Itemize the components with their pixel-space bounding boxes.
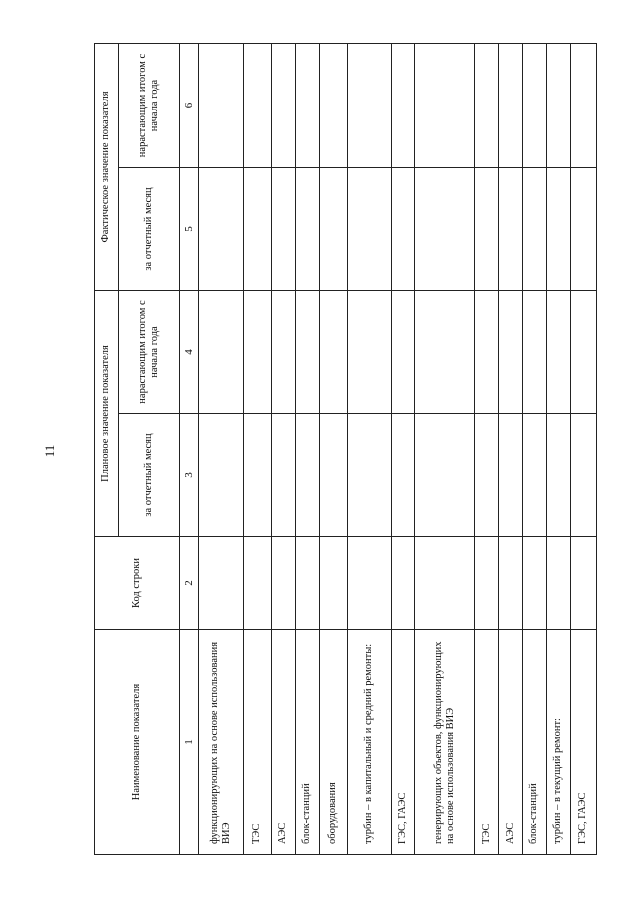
empty-cell [415,414,475,537]
header-name: Наименование показателя [95,630,180,855]
empty-cell [415,537,475,630]
empty-cell [546,167,570,290]
header-plan-ytd: нарастающим итогом с начала года [118,290,179,413]
table-row [295,43,319,854]
empty-cell [199,167,244,290]
empty-cell [199,43,244,167]
empty-cell [499,290,523,413]
table-row [348,43,391,854]
header-fact-month: за отчетный месяц [118,167,179,290]
table-row [319,43,347,854]
empty-cell [475,414,499,537]
empty-cell [475,537,499,630]
empty-cell [319,414,347,537]
empty-cell [348,167,391,290]
empty-cell [319,43,347,167]
col-number: 6 [179,43,199,167]
empty-cell [391,167,415,290]
empty-cell [391,414,415,537]
empty-cell [348,414,391,537]
row-name: АЭС [499,630,523,855]
row-name: турбин – в текущий ремонт: [546,630,570,855]
header-plan-group: Плановое значение показателя [95,290,119,536]
empty-cell [319,167,347,290]
empty-cell [243,290,271,413]
empty-cell [295,43,319,167]
empty-cell [475,290,499,413]
empty-cell [522,537,546,630]
row-name: турбин – в капитальный и средний ремонты: [348,630,391,855]
table-row [243,43,271,854]
header-fact-group: Фактическое значение показателя [95,43,119,290]
empty-cell [570,414,596,537]
empty-cell [243,537,271,630]
row-name: функционирующих на основе использования ВИЭ [199,630,244,855]
table-row [415,43,475,854]
row-name: АЭС [272,630,296,855]
empty-cell [415,43,475,167]
empty-cell [546,414,570,537]
empty-cell [546,43,570,167]
empty-cell [243,167,271,290]
col-number: 1 [179,630,199,855]
row-name: блок-станций [522,630,546,855]
empty-cell [499,167,523,290]
empty-cell [243,414,271,537]
empty-cell [415,290,475,413]
empty-cell [295,167,319,290]
table-row [522,43,546,854]
empty-cell [522,43,546,167]
empty-cell [546,537,570,630]
empty-cell [272,537,296,630]
empty-cell [570,43,596,167]
empty-cell [199,414,244,537]
empty-cell [272,43,296,167]
page-number: 11 [42,444,57,458]
table-row [272,43,296,854]
empty-cell [522,167,546,290]
table-row [570,43,596,854]
empty-cell [319,537,347,630]
col-number: 3 [179,414,199,537]
empty-cell [415,167,475,290]
empty-cell [272,167,296,290]
empty-cell [199,537,244,630]
row-name: ТЭС [243,630,271,855]
header-fact-ytd: нарастающим итогом с начала года [118,43,179,167]
empty-cell [272,290,296,413]
table-row [546,43,570,854]
empty-cell [499,414,523,537]
table-row [475,43,499,854]
header-plan-month: за отчетный месяц [118,414,179,537]
row-name: ГЭС, ГАЭС [570,630,596,855]
empty-cell [348,537,391,630]
empty-cell [475,167,499,290]
empty-cell [475,43,499,167]
empty-cell [522,290,546,413]
table-row [391,43,415,854]
header-code: Код строки [95,537,180,630]
empty-cell [391,290,415,413]
indicators-table [94,43,597,855]
empty-cell [295,537,319,630]
empty-cell [499,537,523,630]
empty-cell [546,290,570,413]
table-row [499,43,523,854]
empty-cell [272,414,296,537]
row-name: ГЭС, ГАЭС [391,630,415,855]
empty-cell [243,43,271,167]
row-name: блок-станций [295,630,319,855]
table-row [199,43,244,854]
row-name: ТЭС [475,630,499,855]
empty-cell [499,43,523,167]
empty-cell [570,167,596,290]
rotated-table-container [94,44,597,855]
empty-cell [199,290,244,413]
empty-cell [391,537,415,630]
empty-cell [295,414,319,537]
empty-cell [570,537,596,630]
empty-cell [522,414,546,537]
col-number: 2 [179,537,199,630]
col-number: 5 [179,167,199,290]
column-number-row [179,43,199,854]
empty-cell [295,290,319,413]
empty-cell [348,290,391,413]
empty-cell [570,290,596,413]
row-name: генерирующих объектов, функционирующих на основе использования ВИЭ [415,630,475,855]
row-name: оборудования [319,630,347,855]
col-number: 4 [179,290,199,413]
empty-cell [319,290,347,413]
empty-cell [348,43,391,167]
empty-cell [391,43,415,167]
